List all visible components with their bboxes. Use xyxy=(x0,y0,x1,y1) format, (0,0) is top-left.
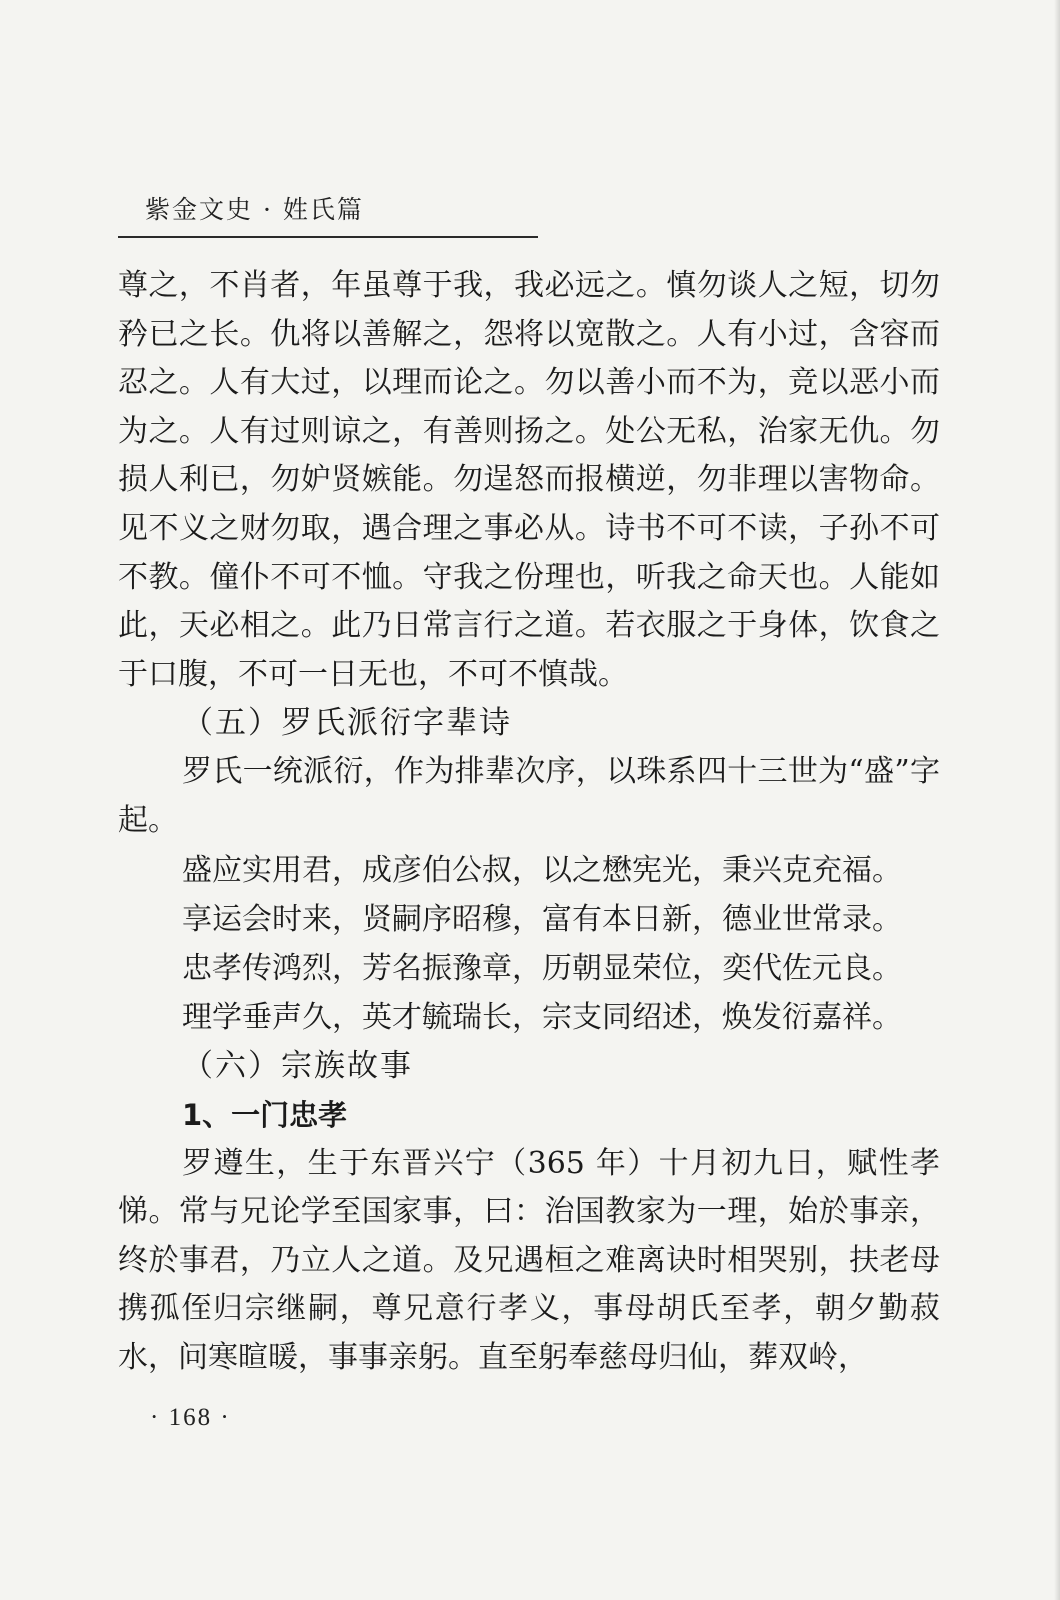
header-rule xyxy=(118,236,538,238)
story-subheading: 1、一门忠孝 xyxy=(182,1097,348,1132)
body-text xyxy=(118,262,940,1383)
poem-line: 忠孝传鸿烈，芳名振豫章，历朝显荣位，奕代佐元良。 xyxy=(182,950,902,986)
running-header: 紫金文史 · 姓氏篇 xyxy=(145,195,364,224)
paragraph-continued: 尊之，不肖者，年虽尊于我，我必远之。慎勿谈人之短，切勿矜已之长。仇将以善解之，怨将以宽散之。人有小过，含容而忍之。人有大过，以理而论之。勿以善小而不为，竞以恶小而为之。人有过则谅之，有善则扬之。处公无私，治家无仇。勿损人利已，勿妒贤嫉能。勿逞怒而报横逆，勿非理以害物命。见不义之财勿取，遇合理之事必从。诗书不可不读，子孙不可不教。僮仆不可不恤。守我之份理也，听我之命天也。人能如此，天必相之。此乃日常言行之道。若衣服之于身体，饮食之于口腹，不可一日无也，不可不慎哉。 xyxy=(118,268,940,692)
poem-line: 享运会时来，贤嗣序昭穆，富有本日新，德业世常录。 xyxy=(182,901,902,937)
poem-line: 理学垂声久，英才毓瑞长，宗支同绍述，焕发衍嘉祥。 xyxy=(182,999,902,1035)
poem-line: 盛应实用君，成彦伯公叔，以之懋宪光，秉兴克充福。 xyxy=(182,852,902,888)
section-5-intro: 罗氏一统派衍，作为排辈次序，以珠系四十三世为“盛”字起。 xyxy=(118,754,940,838)
section-heading-5: （五）罗氏派衍字辈诗 xyxy=(182,705,512,742)
scan-edge-shadow xyxy=(1054,0,1060,1600)
section-heading-6: （六）宗族故事 xyxy=(182,1047,413,1084)
page-number: · 168 · xyxy=(150,1404,231,1431)
story-paragraph: 罗遵生，生于东晋兴宁（365 年）十月初九日，赋性孝悌。常与兄论学至国家事，曰：治国教家为一理，始於事亲，终於事君，乃立人之道。及兄遇桓之难离诀时相哭别，扶老母携孤侄归宗继嗣，尊兄意行孝义，事母胡氏至孝，朝夕勤菽水，问寒暄暖，事事亲躬。直至躬奉慈母归仙，葬双岭， xyxy=(118,1145,940,1375)
